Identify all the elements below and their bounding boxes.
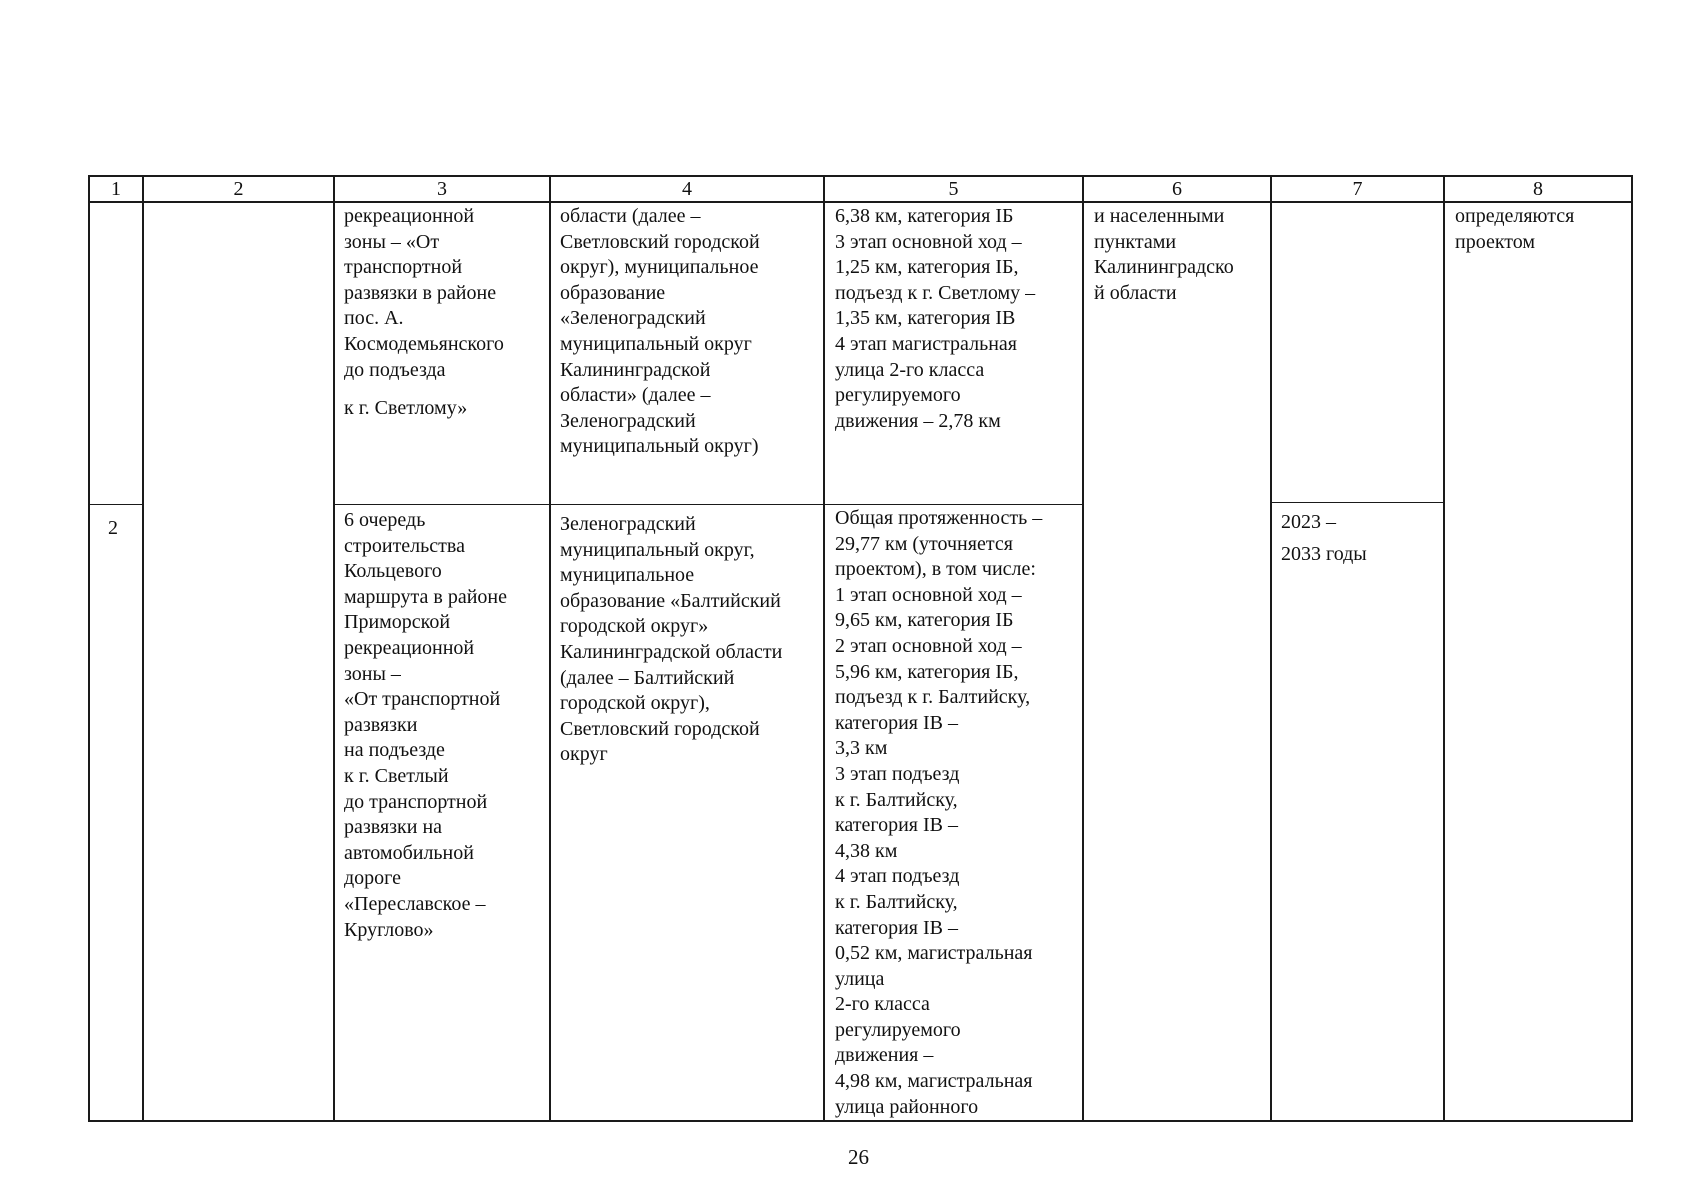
header-col-1: 1 [111,178,121,200]
row2-col7-period-end: 2033 годы [1281,543,1367,565]
row-sep-c1 [88,504,144,505]
col-line-0 [88,175,90,1122]
row2-col5-text: Общая протяженность – 29,77 км (уточняется проектом), в том числе: 1 этап основной ход – 9,65 км, категория IБ 2 этап основной ход – 5,96 км, категория IБ, подъезд к г. Балтийску, категория IВ – 3,3 км 3 этап подъезд к г. Балтийску, категория IВ – 4,38 км 4 этап подъезд к г. Балтийску, категория IВ – 0,52 км, магистральная улица 2-го класса регулируемого движения – 4,98 км, магистральная улица районного [835,507,1043,1118]
row2-col3-text: 6 очередь строительства Кольцевого маршрута в районе Приморской рекреационной зоны – «От транспортной развязки на подъезде к г. Светлый до транспортной развязки на автомобильной дороге «Переславское – Круглово» [344,509,507,941]
col-line-3 [549,175,551,1122]
row2-number: 2 [108,517,118,539]
header-col-5: 5 [948,178,959,200]
header-col-8: 8 [1533,178,1543,200]
header-col-3: 3 [437,178,447,200]
col-line-5 [1082,175,1084,1122]
header-bottom-border [88,201,1633,203]
col-line-7 [1443,175,1445,1122]
row2-col7-period-start: 2023 – [1281,511,1336,533]
col-line-8 [1631,175,1633,1122]
row1-col4-text: области (далее – Светловский городской округ), муниципальное образование «Зеленоградский муниципальный округ Калининградской области» (далее – Зеленоградский муниципальный округ) [560,205,760,458]
row1-col5-text: 6,38 км, категория IБ 3 этап основной ход – 1,25 км, категория IБ, подъезд к г. Светлому – 1,35 км, категория IВ 4 этап магистральная улица 2-го класса регулируемого движения – 2,78 км [835,205,1036,432]
header-col-7: 7 [1352,178,1363,200]
header-col-6: 6 [1172,178,1182,200]
row-sep-c3-c5 [333,504,1084,505]
col-line-4 [823,175,825,1122]
col-line-6 [1270,175,1272,1122]
row2-col4-text: Зеленоградский муниципальный округ, муниципальное образование «Балтийский городской округ» Калининградской области (далее – Балтийский городской округ), Светловский городской округ [560,513,783,766]
row-sep-c7 [1270,502,1445,503]
header-col-4: 4 [682,178,692,200]
row1-col6-text: и населенными пунктами Калининградско й области [1094,205,1234,304]
row1-col3-text: рекреационной зоны – «От транспортной развязки в районе пос. А. Космодемьянского до подъезда [344,205,504,381]
col-line-1 [142,175,144,1122]
header-col-2: 2 [233,178,244,200]
table-bottom-border [88,1120,1633,1122]
page-number: 26 [848,1145,869,1169]
table-top-border [88,175,1633,177]
row1-col8-text: определяются проектом [1455,205,1575,253]
row1-col3-text-end: к г. Светлому» [344,397,468,419]
col-line-2 [333,175,335,1122]
